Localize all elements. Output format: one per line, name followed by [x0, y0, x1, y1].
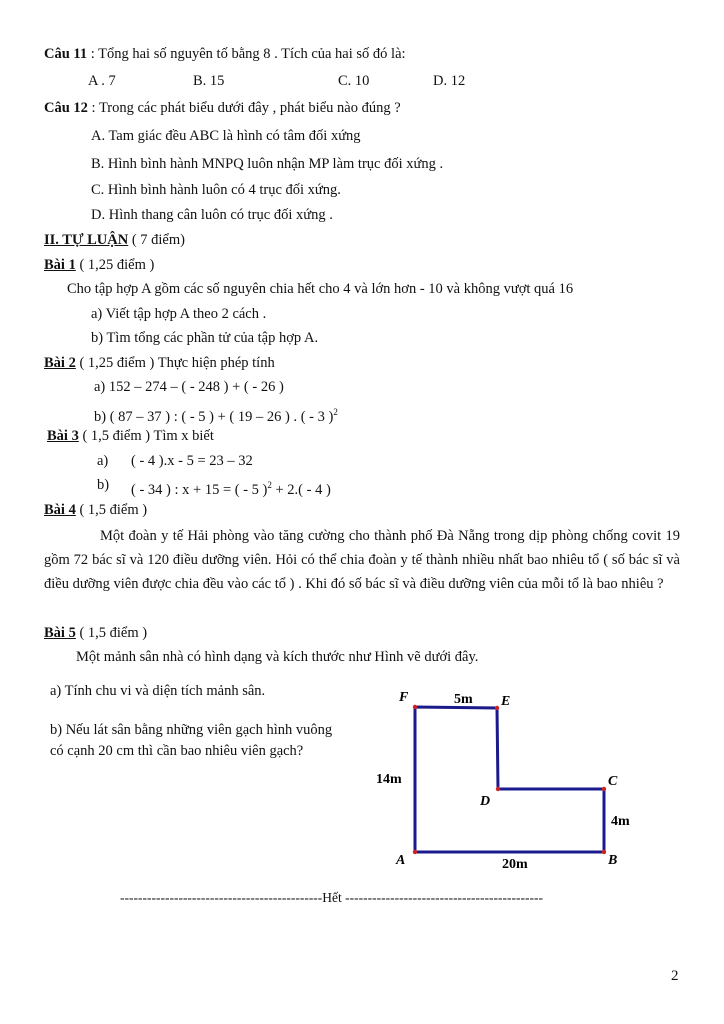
point-f-dot: [413, 705, 417, 709]
problem-4-points: ( 1,5 điểm ): [75, 502, 148, 518]
problem-1-part-b: b) Tìm tổng các phần tử của tập hợp A.: [91, 330, 319, 346]
problem-4-label: Bài 4: [44, 502, 76, 518]
question-11-text: : Tổng hai số nguyên tố bằng 8 . Tích của hai số đó là:: [87, 46, 406, 62]
problem-5-part-b: b) Nếu lát sân bằng những viên gạch hình vuông có cạnh 20 cm thì cần bao nhiêu viên gạch?: [50, 722, 333, 759]
question-11: [44, 45, 406, 63]
point-d-dot: [496, 787, 500, 791]
point-a-dot: [413, 850, 417, 854]
problem-2-part-b-expr: b) ( 87 – 37 ) : ( - 5 ) + ( 19 – 26 ) . ( - 3 ): [94, 409, 334, 425]
section-essay: [44, 231, 185, 249]
point-a-label: A: [396, 853, 406, 868]
dimension-ab: 20m: [502, 857, 528, 872]
question-11-label: Câu 11: [44, 46, 88, 62]
problem-2-part-a: a) 152 – 274 – ( - 248 ) + ( - 26 ): [94, 379, 284, 395]
problem-3-header: [47, 427, 214, 445]
problem-3-points: ( 1,5 điểm ) Tìm x biết: [78, 428, 214, 444]
floor-figure: [360, 680, 660, 880]
q12-option-d: D. Hình thang cân luôn có trục đối xứng .: [91, 207, 333, 223]
q12-option-c: C. Hình bình hành luôn có 4 trục đối xứng.: [91, 182, 341, 198]
problem-3-part-b: [131, 476, 331, 499]
question-12: [44, 99, 401, 117]
dimension-af: 14m: [376, 772, 402, 787]
problem-3-part-b-post: + 2.( - 4 ): [271, 482, 331, 498]
q11-option-c: C. 10: [338, 73, 370, 89]
problem-1-intro: Cho tập hợp A gồm các số nguyên chia hết cho 4 và lớn hơn - 10 và không vượt quá 16: [67, 281, 574, 297]
page-number: 2: [671, 968, 679, 984]
point-c-dot: [602, 787, 606, 791]
problem-5-intro: Một mảnh sân nhà có hình dạng và kích thước như Hình vẽ dưới đây.: [76, 649, 479, 665]
problem-4-header: [44, 501, 147, 519]
point-c-label: C: [608, 774, 618, 789]
section-essay-title: II. TỰ LUẬN: [44, 232, 129, 248]
dimension-fe: 5m: [454, 692, 473, 707]
point-f-label: F: [399, 690, 409, 705]
point-d-label: D: [480, 794, 491, 809]
end-marker: ---------------------------------------------Hết --------------------------------------------: [120, 890, 543, 905]
q12-option-a: A. Tam giác đều ABC là hình có tâm đối xứng: [91, 128, 361, 144]
problem-2-label: Bài 2: [44, 355, 76, 371]
problem-5-label: Bài 5: [44, 625, 76, 641]
point-e-label: E: [501, 694, 511, 709]
problem-1-part-a: a) Viết tập hợp A theo 2 cách .: [91, 306, 267, 322]
point-b-label: B: [608, 853, 618, 868]
problem-3-part-a-label: a): [97, 453, 109, 469]
q11-option-d: D. 12: [433, 73, 466, 89]
problem-2-part-b-exponent: 2: [333, 407, 338, 417]
problem-2-part-b: [94, 403, 338, 426]
problem-1-points: ( 1,25 điểm ): [75, 257, 155, 273]
section-essay-note: ( 7 điểm): [128, 232, 185, 248]
problem-3-part-a: ( - 4 ).x - 5 = 23 – 32: [131, 453, 253, 469]
q11-option-a: A . 7: [88, 73, 116, 89]
point-e-dot: [495, 706, 499, 710]
q12-option-b: B. Hình bình hành MNPQ luôn nhận MP làm trục đối xứng .: [91, 156, 444, 172]
problem-5-header: [44, 624, 147, 642]
problem-2-header: [44, 354, 275, 372]
problem-3-part-b-exponent: 2: [267, 480, 272, 490]
floor-shape-outline: [415, 707, 604, 852]
q11-option-b: B. 15: [193, 73, 225, 89]
problem-1-label: Bài 1: [44, 257, 76, 273]
problem-5-part-a: a) Tính chu vi và diện tích mảnh sân.: [50, 683, 266, 699]
dimension-bc: 4m: [611, 814, 630, 829]
problem-3-label: Bài 3: [47, 428, 79, 444]
question-12-text: : Trong các phát biểu dưới đây , phát biểu nào đúng ?: [87, 100, 401, 116]
point-b-dot: [602, 850, 606, 854]
problem-5-points: ( 1,5 điểm ): [75, 625, 148, 641]
problem-1-header: [44, 256, 154, 274]
problem-4-body: Một đoàn y tế Hải phòng vào tăng cường cho thành phố Đà Nẵng trong dịp phòng chống covit 19 gồm 72 bác sĩ và 120 điều dưỡng viên. Hỏi có thể chia đoàn y tế thành nhiều nhất bao nhiêu tổ ( số bác sĩ và điều dưỡng viên được chia đều vào các tổ ) . Khi đó số bác sĩ và điều dưỡng viên của mỗi tổ là bao nhiêu ?: [44, 528, 680, 592]
problem-2-points: ( 1,25 điểm ) Thực hiện phép tính: [75, 355, 275, 371]
problem-3-part-b-pre: ( - 34 ) : x + 15 = ( - 5 ): [131, 482, 268, 498]
problem-3-part-b-label: b): [97, 477, 110, 493]
question-12-label: Câu 12: [44, 100, 88, 116]
